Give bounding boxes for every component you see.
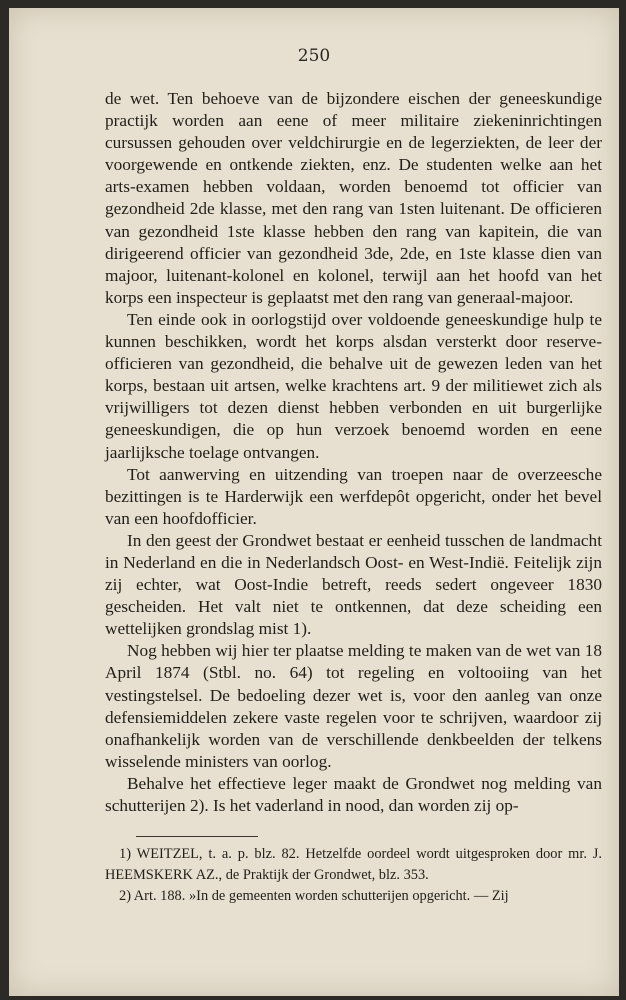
paragraph-2: Ten einde ook in oorlogstijd over voldoende geneeskundige hulp te kunnen beschikken, wordt het korps alsdan versterkt door reserve-officieren van gezondheid, die behalve uit de gewezen leden van het korps, bestaan uit artsen, welke krachtens art. 9 der militiewet zich als vrijwilligers tot dezen dienst hebben verbonden en uit burgerlijke geneeskundigen, die op hun verzoek benoemd worden en eene jaarlijksche toelage ontvangen. <box>105 309 602 462</box>
paragraph-1: de wet. Ten behoeve van de bijzondere eischen der geneeskundige practijk worden aan eene of meer militaire ziekeninrichtingen cursussen gehouden over veldchirurgie en de legerziekten, de leer der voorgewende en ontkende ziekten, enz. De studenten welke aan het arts-examen hebben voldaan, worden benoemd tot officier van gezondheid 2de klasse, met den rang van 1sten luitenant. De officieren van gezondheid 1ste klasse hebben den rang van kapitein, die van dirigeerend officier van gezondheid 3de, 2de, en 1ste klasse dien van majoor, luitenant-kolonel en kolonel, terwijl aan het hoofd van het korps een inspecteur is geplaatst met den rang van generaal-majoor. <box>105 89 602 307</box>
body-text <box>105 88 602 817</box>
paragraph-6: Behalve het effectieve leger maakt de Grondwet nog melding van schutterijen 2). Is het vaderland in nood, dan worden zij op- <box>105 773 602 815</box>
footnote-2: 2) Art. 188. »In de gemeenten worden schutterijen opgericht. — Zij <box>119 888 509 904</box>
footnotes <box>105 844 602 907</box>
footnote-divider <box>136 836 258 837</box>
paragraph-4: In den geest der Grondwet bestaat er eenheid tusschen de landmacht in Nederland en die in Nederlandsch Oost- en West-Indië. Feitelijk zijn zij echter, wat Oost-Indie betreft, reeds sedert ongeveer 1830 gescheiden. Het valt niet te ontkennen, dat deze scheiding een wettelijken grondslag mist 1). <box>105 530 602 639</box>
paragraph-3: Tot aanwerving en uitzending van troepen naar de overzeesche bezittingen is te Harderwijk een werfdepôt opgericht, onder het bevel van een hoofdofficier. <box>105 464 602 528</box>
footnote-1: 1) WEITZEL, t. a. p. blz. 82. Hetzelfde oordeel wordt uitgesproken door mr. J. HEEMSKERK AZ., de Praktijk der Grondwet, blz. 353. <box>105 846 602 883</box>
scanned-page <box>9 8 619 996</box>
paragraph-5: Nog hebben wij hier ter plaatse melding te maken van de wet van 18 April 1874 (Stbl. no. 64) tot regeling en voltooiing van het vestingstelsel. De bedoeling dezer wet is, voor den aanleg van onze defensiemiddelen zekere vaste regelen voor te schrijven, waardoor zij onafhankelijk worden van de verschillende denkbeelden der telkens wisselende ministers van oorlog. <box>105 641 602 771</box>
page-number: 250 <box>297 46 331 66</box>
